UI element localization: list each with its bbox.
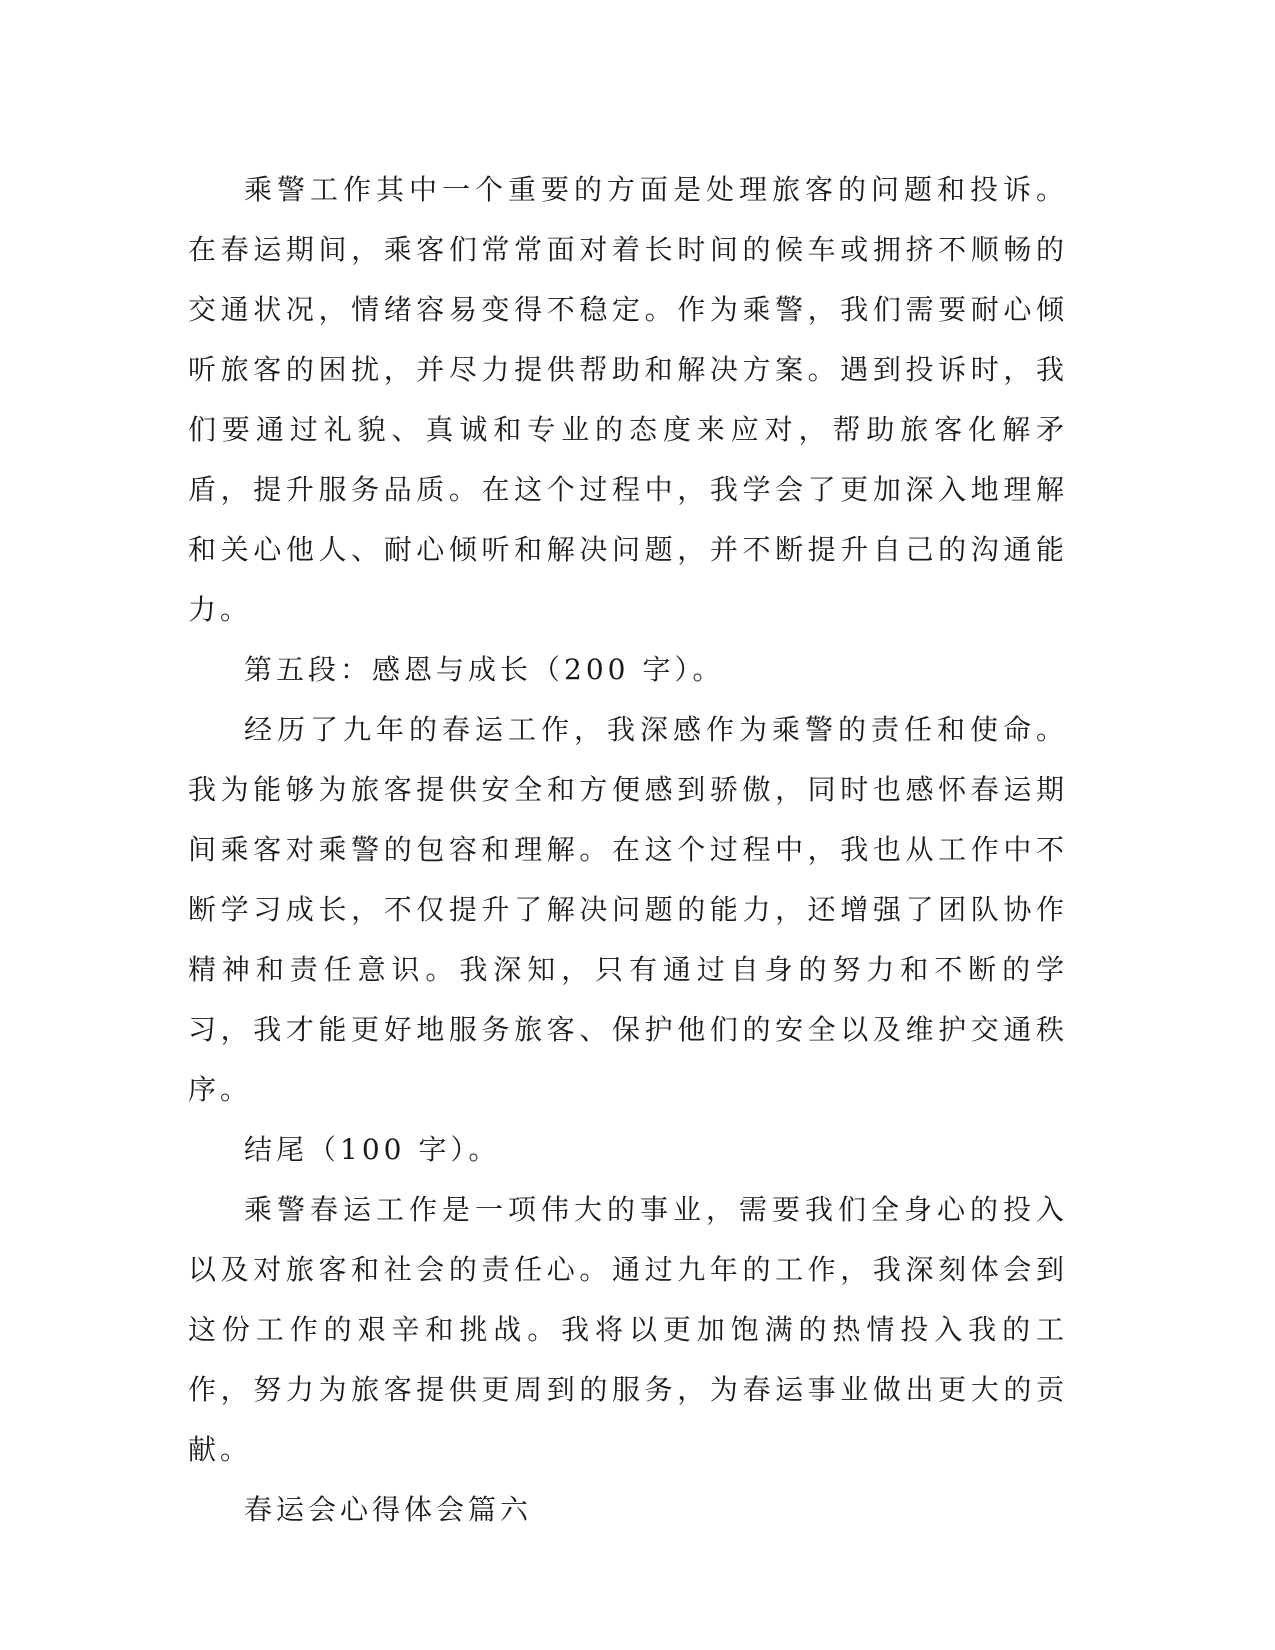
section-heading-part-six: 春运会心得体会篇六 <box>244 1493 533 1526</box>
paragraph-handling-complaints: 乘警工作其中一个重要的方面是处理旅客的问题和投诉。在春运期间，乘客们常常面对着长时间的候车或拥挤不顺畅的交通状况，情绪容易变得不稳定。作为乘警，我们需要耐心倾听旅客的困扰，并尽力提供帮助和解决方案。遇到投诉时，我们要通过礼貌、真诚和专业的态度来应对，帮助旅客化解矛盾，提升服务品质。在这个过程中，我学会了更加深入地理解和关心他人、耐心倾听和解决问题，并不断提升自己的沟通能力。 <box>188 173 1068 626</box>
section-heading-conclusion: 结尾（100 字）。 <box>244 1133 501 1166</box>
section-heading-gratitude-growth: 第五段：感恩与成长（200 字）。 <box>244 653 725 686</box>
paragraph-conclusion: 乘警春运工作是一项伟大的事业，需要我们全身心的投入以及对旅客和社会的责任心。通过九年的工作，我深刻体会到这份工作的艰辛和挑战。我将以更加饱满的热情投入我的工作，努力为旅客提供更周到的服务，为春运事业做出更大的贡献。 <box>188 1193 1068 1466</box>
paragraph-gratitude-growth: 经历了九年的春运工作，我深感作为乘警的责任和使命。我为能够为旅客提供安全和方便感到骄傲，同时也感怀春运期间乘客对乘警的包容和理解。在这个过程中，我也从工作中不断学习成长，不仅提升了解决问题的能力，还增强了团队协作精神和责任意识。我深知，只有通过自身的努力和不断的学习，我才能更好地服务旅客、保护他们的安全以及维护交通秩序。 <box>188 713 1068 1106</box>
document-body <box>188 160 1068 1540</box>
